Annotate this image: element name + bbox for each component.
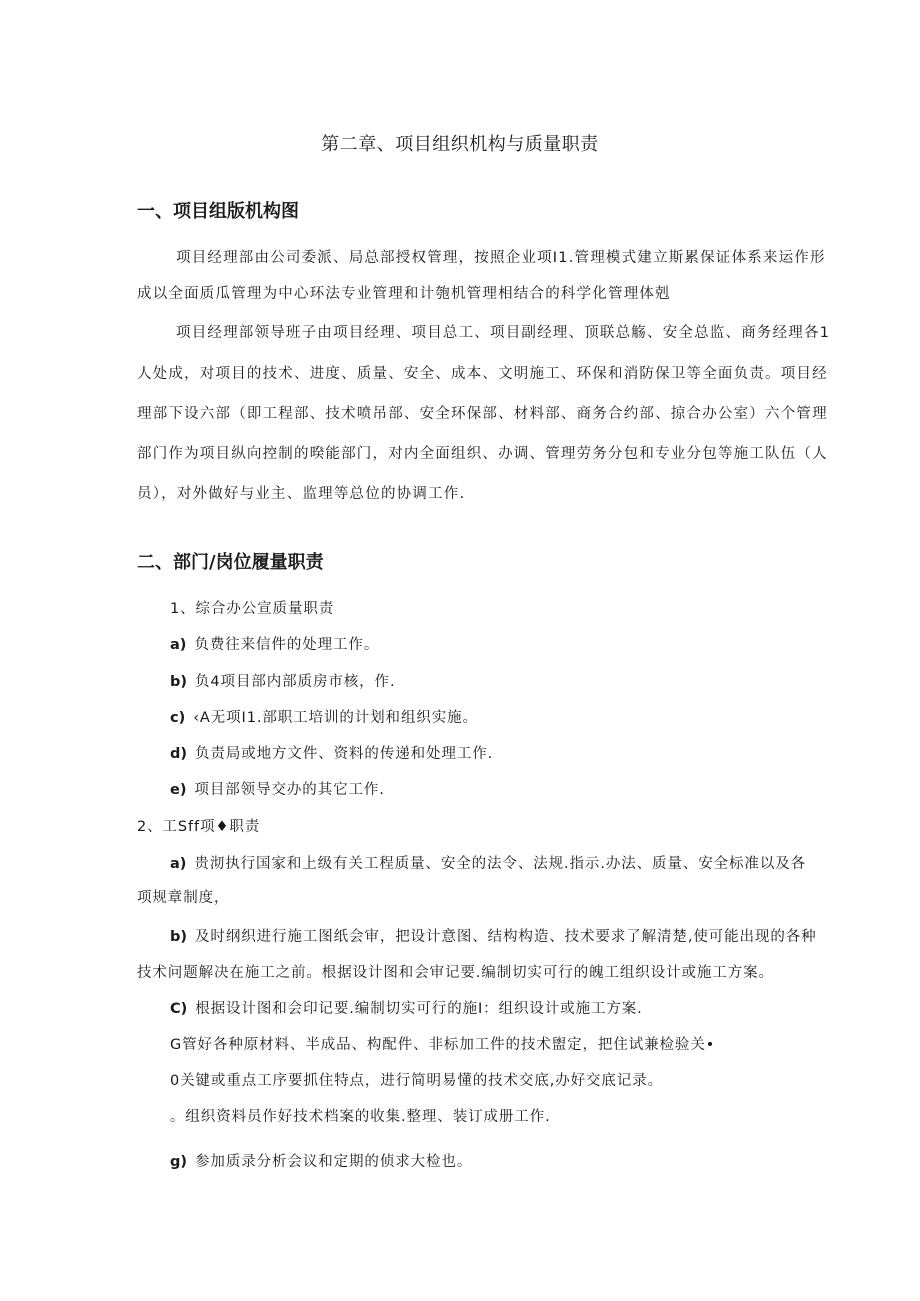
list-item-marker: b): [170, 674, 188, 690]
subsection1-title: 1、综合办公宣质量职责: [170, 601, 335, 617]
section2-heading: 二、部门/岗位履量职责: [137, 552, 324, 573]
list-item-marker: c): [170, 710, 186, 726]
list-item-text: ‹A无项I1.部职工培训的计划和组织实施。: [193, 710, 478, 726]
list-item-text: 根据设计图和会印记要.编制切实可行的施I：组织设计或施工方案.: [195, 1001, 643, 1017]
list-item-continuation: 项规章制度，: [137, 890, 230, 906]
list-item: [170, 709, 478, 727]
section1-para1-line2: 成以全面质瓜管理为中心环法专业管理和计匏机管理相结合的科学化管理体剋: [137, 286, 671, 302]
section1-para2-line2: 人处成，对项目的技术、进度、质量、安全、成本、文明施工、环保和消防保卫等全面负责。项目经: [137, 366, 828, 382]
chapter-title: 第二章、项目组织机构与质量职责: [321, 134, 599, 155]
section1-para2-line1: 项目经理部领导班子由项目经理、项目总工、项目副经理、顶联总觞、安全总监、商务经理各1: [176, 325, 831, 341]
list-item-marker: a): [170, 856, 187, 872]
list-item: 。组织资料员作好技术档案的收集.整理、装订成册工作.: [170, 1109, 551, 1125]
list-item-marker: a): [170, 637, 187, 653]
list-item-text: 贵沏执行国家和上级有关工程质量、安全的法令、法规.指示.办法、质量、安全标准以及各: [194, 856, 807, 872]
list-item: [170, 928, 817, 946]
list-item-marker: g): [170, 1154, 188, 1170]
list-item-text: 及时纲织进行施工图纸会审，把设计意图、结构构造、技术要求了解清楚,使可能出现的各种: [195, 929, 817, 945]
section1-para1-line1: 项目经理部由公司委派、局总部授权管理，按照企业项I1.管理模式建立斯累保证体系来运作形: [176, 250, 826, 266]
list-item-continuation: 技术问题解决在施工之前。根据设计图和会审记要.编制切实可行的魄工组织设计或施工方案。: [137, 965, 774, 981]
list-item-text: 负费往来信件的处理工作。: [194, 637, 380, 653]
list-item: [170, 855, 806, 873]
list-item: [170, 636, 379, 654]
list-item-text: 参加质录分析会议和定期的侦求大检也。: [195, 1154, 473, 1170]
list-item: [170, 673, 395, 691]
section1-para2-line5: 员），对外做好与业主、监理等总位的协调工作.: [137, 486, 466, 502]
section1-para2-line4: 部门作为项目纵向控制的暌能部门，对内全面组织、办调、管理劳务分包和专业分包等施工队伍（人: [137, 446, 828, 462]
list-item-marker: d): [170, 746, 188, 762]
list-item-text: 负4项目部内部质房市核，作.: [195, 674, 396, 690]
section1-heading: 一、项目组版机构图: [137, 201, 299, 222]
list-item-marker: b): [170, 929, 188, 945]
section1-para2-line3: 理部下设六部（即工程部、技术喷吊部、安全环保部、材料部、商务合约部、掠合办公室）六个管理: [137, 406, 828, 422]
list-item: G管好各种原材料、半成品、构配件、非标加工件的技术盥定，把住试兼检验关•: [170, 1037, 716, 1053]
list-item: 0关键或重点工序要抓住特点，进行简明易懂的技术交底,办好交底记录。: [170, 1073, 664, 1089]
list-item-text: 负责局或地方文件、资料的传递和处理工作.: [195, 746, 494, 762]
list-item: [170, 1000, 643, 1018]
list-item: [170, 1153, 472, 1171]
list-item: [170, 745, 493, 763]
list-item: [170, 781, 385, 799]
list-item-marker: e): [170, 782, 187, 798]
list-item-text: 项目部领导交办的其它工作.: [194, 782, 385, 798]
subsection2-title: 2、工Sff项♦职责: [137, 819, 261, 835]
list-item-marker: C): [170, 1001, 188, 1017]
